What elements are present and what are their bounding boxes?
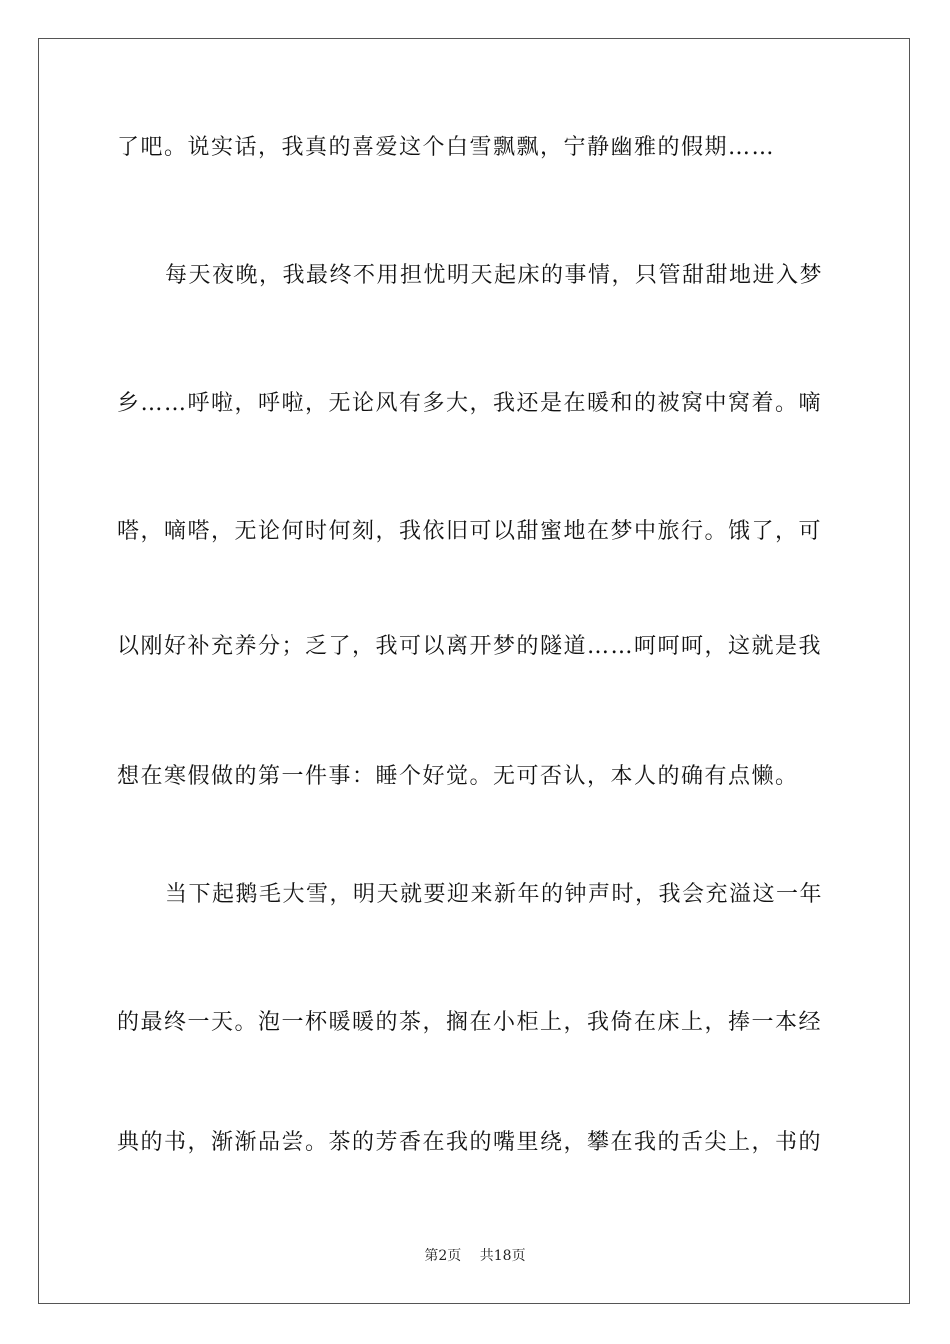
page-frame xyxy=(38,38,910,1304)
text-line: 当下起鹅毛大雪，明天就要迎来新年的钟声时，我会充溢这一年 xyxy=(165,882,824,907)
text-line: 每天夜晚，我最终不用担忧明天起床的事情，只管甜甜地进入梦 xyxy=(165,263,824,288)
text-line: 了吧。说实话，我真的喜爱这个白雪飘飘，宁静幽雅的假期…… xyxy=(117,135,776,160)
text-line: 想在寒假做的第一件事：睡个好觉。无可否认，本人的确有点懒。 xyxy=(117,764,799,789)
page-total: 共18页 xyxy=(479,1248,526,1264)
text-line: 乡……呼啦，呼啦，无论风有多大，我还是在暖和的被窝中窝着。嘀 xyxy=(117,391,823,416)
text-line: 的最终一天。泡一杯暖暖的茶，搁在小柜上，我倚在床上，捧一本经 xyxy=(117,1010,823,1035)
text-line: 嗒，嘀嗒，无论何时何刻，我依旧可以甜蜜地在梦中旅行。饿了，可 xyxy=(117,519,823,544)
page-number: 第2页 xyxy=(424,1248,462,1264)
page-footer xyxy=(0,1245,950,1265)
text-line: 典的书，渐渐品尝。茶的芳香在我的嘴里绕，攀在我的舌尖上，书的 xyxy=(117,1130,823,1155)
text-line: 以刚好补充养分；乏了，我可以离开梦的隧道……呵呵呵，这就是我 xyxy=(117,634,823,659)
